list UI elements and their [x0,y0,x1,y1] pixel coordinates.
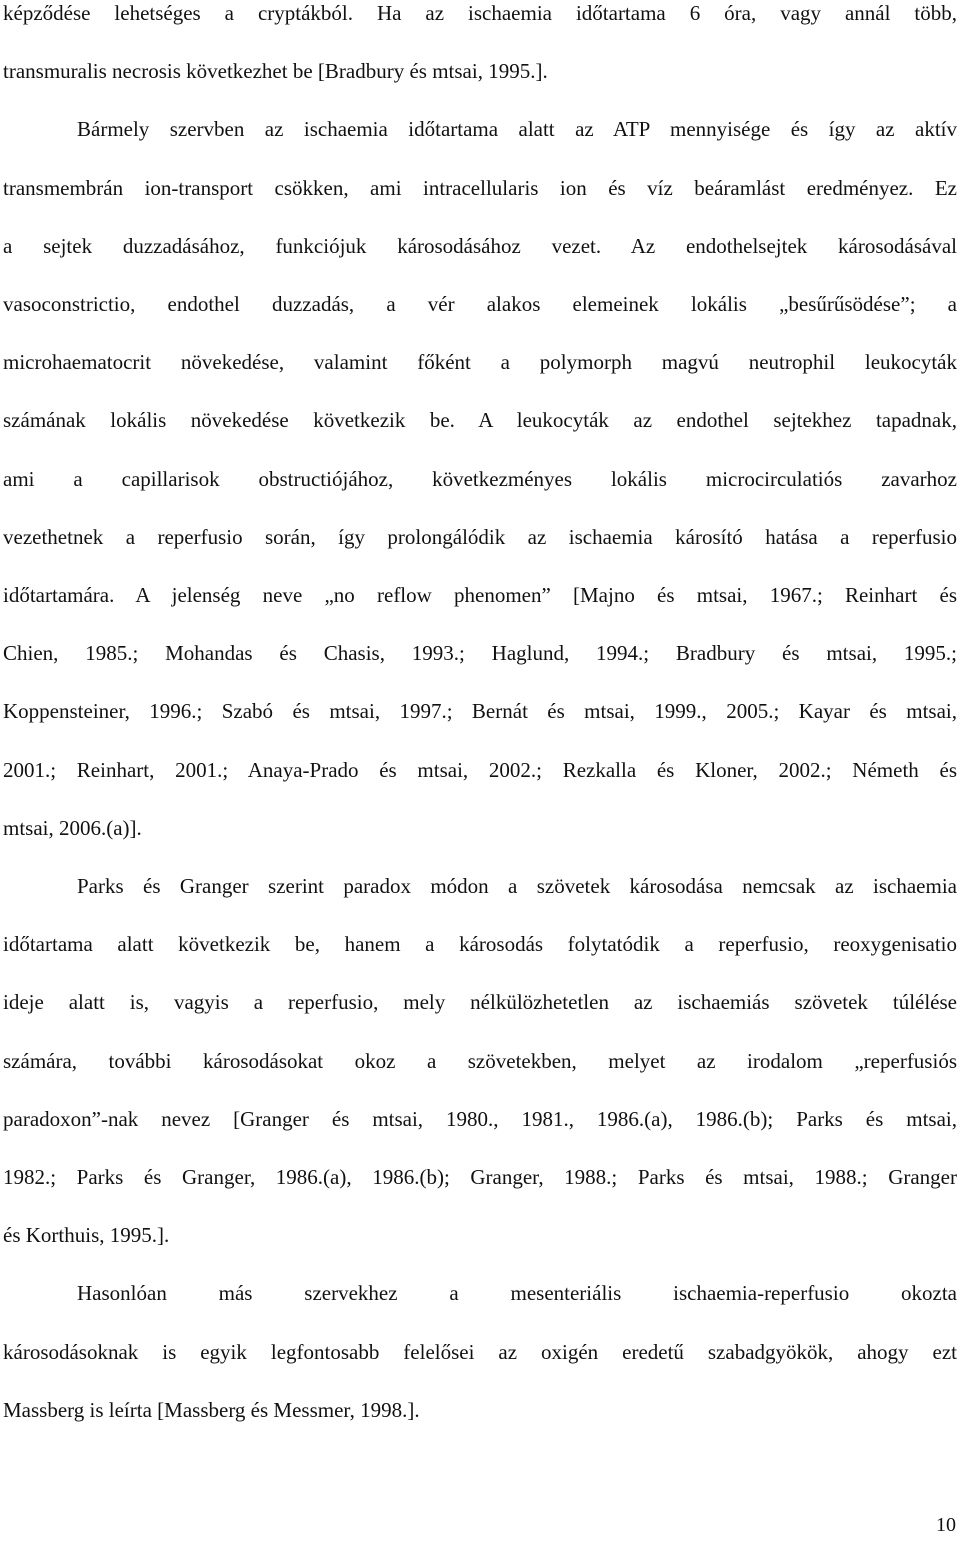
text-line: 2001.; Reinhart, 2001.; Anaya-Prado és mtsai, 2002.; Rezkalla és Kloner, 2002.; Németh és [3,757,957,782]
text-line: a sejtek duzzadásához, funkciójuk károsodásához vezet. Az endothelsejtek károsodásával [3,233,957,258]
text-line: számának lokális növekedése következik be. A leukocyták az endothel sejtekhez tapadnak, [3,408,957,433]
text-line: számára, további károsodásokat okoz a szövetekben, melyet az irodalom „reperfusiós [3,1048,957,1073]
text-line: Chien, 1985.; Mohandas és Chasis, 1993.; Haglund, 1994.; Bradbury és mtsai, 1995.; [3,641,957,666]
text-line: Massberg is leírta [Massberg és Messmer, 1998.]. [3,1397,420,1422]
text-line: Bármely szervben az ischaemia időtartama alatt az ATP mennyisége és így az aktív [77,117,957,142]
text-line: időtartama alatt következik be, hanem a károsodás folytatódik a reperfusio, reoxygenisatio [3,932,957,957]
text-line: ideje alatt is, vagyis a reperfusio, mely nélkülözhetetlen az ischaemiás szövetek túlélése [3,990,957,1015]
body-text [3,0,957,1439]
text-line: károsodásoknak is egyik legfontosabb felelősei az oxigén eredetű szabadgyökök, ahogy ezt [3,1339,957,1364]
text-line: transmembrán ion-transport csökken, ami intracellularis ion és víz beáramlást eredményez. Ez [3,175,957,200]
text-line: 1982.; Parks és Granger, 1986.(a), 1986.(b); Granger, 1988.; Parks és mtsai, 1988.; Granger [3,1165,957,1190]
text-line: microhaematocrit növekedése, valamint főként a polymorph magvú neutrophil leukocyták [3,350,957,375]
paragraph-atp [3,100,957,857]
paragraph-massberg [3,1264,957,1439]
text-line: transmuralis necrosis következhet be [Bradbury és mtsai, 1995.]. [3,59,548,84]
text-line: és Korthuis, 1995.]. [3,1223,170,1248]
paragraph-continuation [3,0,957,100]
paragraph-parks [3,857,957,1264]
text-line: paradoxon”-nak nevez [Granger és mtsai, 1980., 1981., 1986.(a), 1986.(b); Parks és mtsai, [3,1106,957,1131]
text-line: ami a capillarisok obstructiójához, következményes lokális microcirculatiós zavarhoz [3,466,957,491]
text-line: vezethetnek a reperfusio során, így prolongálódik az ischaemia károsító hatása a reperfusio [3,524,957,549]
text-line: mtsai, 2006.(a)]. [3,815,142,840]
text-line: vasoconstrictio, endothel duzzadás, a vér alakos elemeinek lokális „besűrűsödése”; a [3,292,957,317]
text-line: időtartamára. A jelenség neve „no reflow phenomen” [Majno és mtsai, 1967.; Reinhart és [3,583,957,608]
text-line: Koppensteiner, 1996.; Szabó és mtsai, 1997.; Bernát és mtsai, 1999., 2005.; Kayar és mtsai, [3,699,957,724]
text-line: Parks és Granger szerint paradox módon a szövetek károsodása nemcsak az ischaemia [77,874,957,899]
text-line: képződése lehetséges a cryptákból. Ha az ischaemia időtartama 6 óra, vagy annál több, [3,1,957,25]
page-number: 10 [936,1514,956,1536]
text-line: Hasonlóan más szervekhez a mesenteriális ischaemia-reperfusio okozta [77,1281,957,1306]
